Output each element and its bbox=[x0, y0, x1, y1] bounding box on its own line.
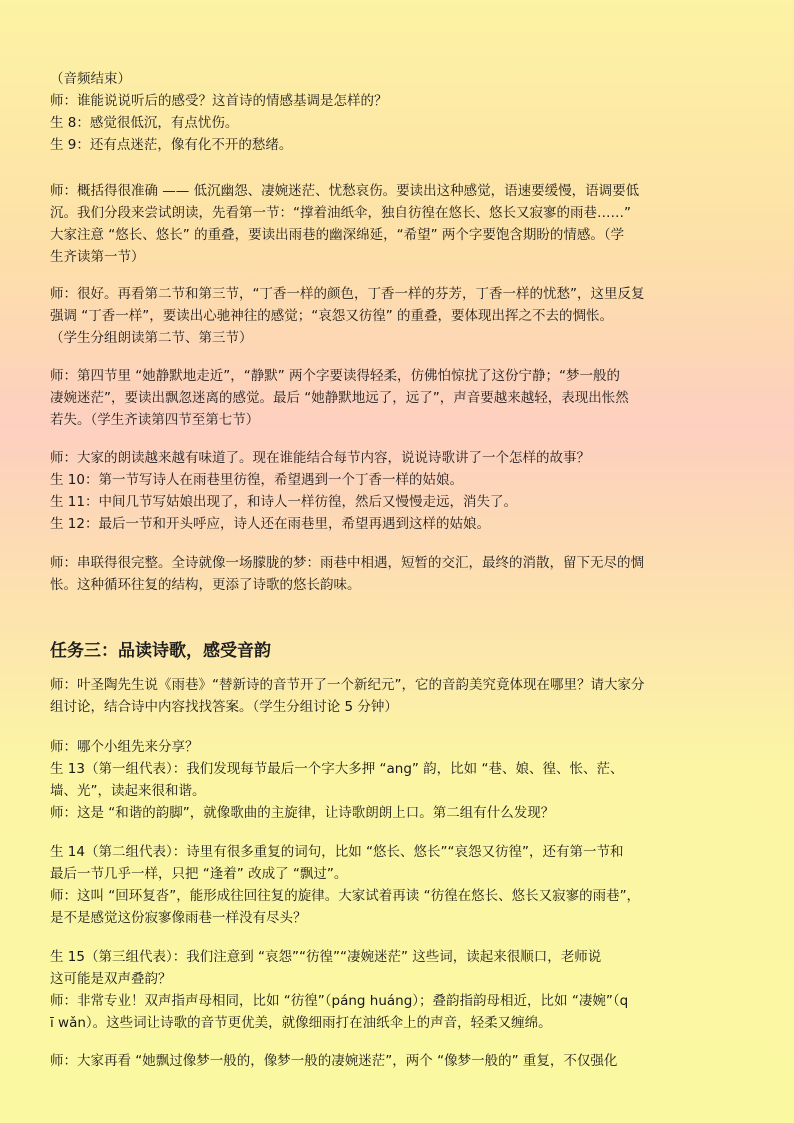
paragraph-line: 生 10：第一节写诗人在雨巷里彷徨，希望遇到一个丁香一样的姑娘。 bbox=[50, 472, 463, 488]
section-heading-task-3: 任务三：品读诗歌，感受音韵 bbox=[50, 641, 271, 661]
paragraph-line: 墙、光”，读起来很和谐。 bbox=[50, 783, 206, 799]
paragraph-line: 师：概括得很准确 —— 低沉幽怨、凄婉迷茫、忧愁哀伤。要读出这种感觉，语速要缓慢，语调要低 bbox=[50, 183, 640, 199]
paragraph-line: 生 14（第二组代表）：诗里有很多重复的词句，比如 “悠长、悠长”“哀怨又彷徨”，还有第一节和 bbox=[50, 844, 624, 860]
paragraph-line: 师：这叫 “回环复沓”，能形成往回往复的旋律。大家试着再读 “彷徨在悠长、悠长又寂寥的雨巷”， bbox=[50, 888, 641, 904]
paragraph-line: 是不是感觉这份寂寥像雨巷一样没有尽头？ bbox=[50, 910, 307, 926]
paragraph-line: （学生分组朗读第二节、第三节） bbox=[50, 330, 253, 346]
paragraph-line: 生 13（第一组代表）：我们发现每节最后一个字大多押 “ang” 韵，比如 “巷、娘、徨、怅、茫、 bbox=[50, 761, 624, 777]
paragraph-line: 师：叶圣陶先生说《雨巷》“替新诗的音节开了一个新纪元”，它的音韵美究竟体现在哪里？请大家分 bbox=[50, 677, 645, 693]
paragraph-line: 最后一节几乎一样，只把 “逢着” 改成了 “飘过”。 bbox=[50, 866, 348, 882]
paragraph-line: 生齐读第一节） bbox=[50, 249, 145, 265]
paragraph-line: 强调 “丁香一样”，要读出心驰神往的感觉；“哀怨又彷徨” 的重叠，要体现出挥之不去的惆怅。 bbox=[50, 308, 614, 324]
teacher-question: 师：谁能说说听后的感受？这首诗的情感基调是怎样的？ bbox=[50, 93, 388, 109]
paragraph-line: 这可能是双声叠韵？ bbox=[50, 971, 172, 987]
student-8-reply: 生 8：感觉很低沉，有点忧伤。 bbox=[50, 115, 239, 131]
paragraph-line: 凄婉迷茫”，要读出飘忽迷离的感觉。最后 “她静默地远了，远了”，声音要越来越轻，表现出怅然 bbox=[50, 390, 629, 406]
audio-end-note: （音频结束） bbox=[50, 71, 131, 87]
paragraph-line: 师：串联得很完整。全诗就像一场朦胧的梦：雨巷中相遇，短暂的交汇，最终的消散，留下无尽的惆 bbox=[50, 555, 644, 571]
paragraph-line: 师：第四节里 “她静默地走近”，“静默” 两个字要读得轻柔，仿佛怕惊扰了这份宁静；“梦一般的 bbox=[50, 368, 621, 384]
paragraph-line: 师：非常专业！双声指声母相同，比如 “彷徨”（páng huáng）；叠韵指韵母相近，比如 “凄婉”（q bbox=[50, 993, 629, 1009]
paragraph-line: 师：很好。再看第二节和第三节，“丁香一样的颜色，丁香一样的芬芳，丁香一样的忧愁”，这里反复 bbox=[50, 286, 645, 302]
paragraph-line: 师：大家再看 “她飘过像梦一般的，像梦一般的凄婉迷茫”，两个 “像梦一般的” 重复，不仅强化 bbox=[50, 1053, 618, 1069]
paragraph-line: 怅。这种循环往复的结构，更添了诗歌的悠长韵味。 bbox=[50, 577, 361, 593]
paragraph-line: 沉。我们分段来尝试朗读，先看第一节：“撑着油纸伞，独自彷徨在悠长、悠长又寂寥的雨巷……” bbox=[50, 205, 631, 221]
paragraph-line: 大家注意 “悠长、悠长” 的重叠，要读出雨巷的幽深绵延，“希望” 两个字要饱含期盼的情感。（学 bbox=[50, 227, 625, 243]
paragraph-line: 师：哪个小组先来分享？ bbox=[50, 739, 199, 755]
paragraph-line: 若失。（学生齐读第四节至第七节） bbox=[50, 412, 260, 428]
paragraph-line: 师：这是 “和谐的韵脚”，就像歌曲的主旋律，让诗歌朗朗上口。第二组有什么发现？ bbox=[50, 805, 555, 821]
paragraph-line: ī wǎn）。这些词让诗歌的音节更优美，就像细雨打在油纸伞上的声音，轻柔又缠绵。 bbox=[50, 1015, 552, 1031]
student-9-reply: 生 9：还有点迷茫，像有化不开的愁绪。 bbox=[50, 137, 293, 153]
paragraph-line: 组讨论，结合诗中内容找找答案。（学生分组讨论 5 分钟） bbox=[50, 699, 398, 715]
paragraph-line: 生 11：中间几节写姑娘出现了，和诗人一样彷徨，然后又慢慢走远，消失了。 bbox=[50, 494, 517, 510]
paragraph-line: 生 15（第三组代表）：我们注意到 “哀怨”“彷徨”“凄婉迷茫” 这些词，读起来很顺口，老师说 bbox=[50, 949, 602, 965]
paragraph-line: 师：大家的朗读越来越有味道了。现在谁能结合每节内容，说说诗歌讲了一个怎样的故事？ bbox=[50, 450, 590, 466]
paragraph-line: 生 12：最后一节和开头呼应，诗人还在雨巷里，希望再遇到这样的姑娘。 bbox=[50, 516, 490, 532]
